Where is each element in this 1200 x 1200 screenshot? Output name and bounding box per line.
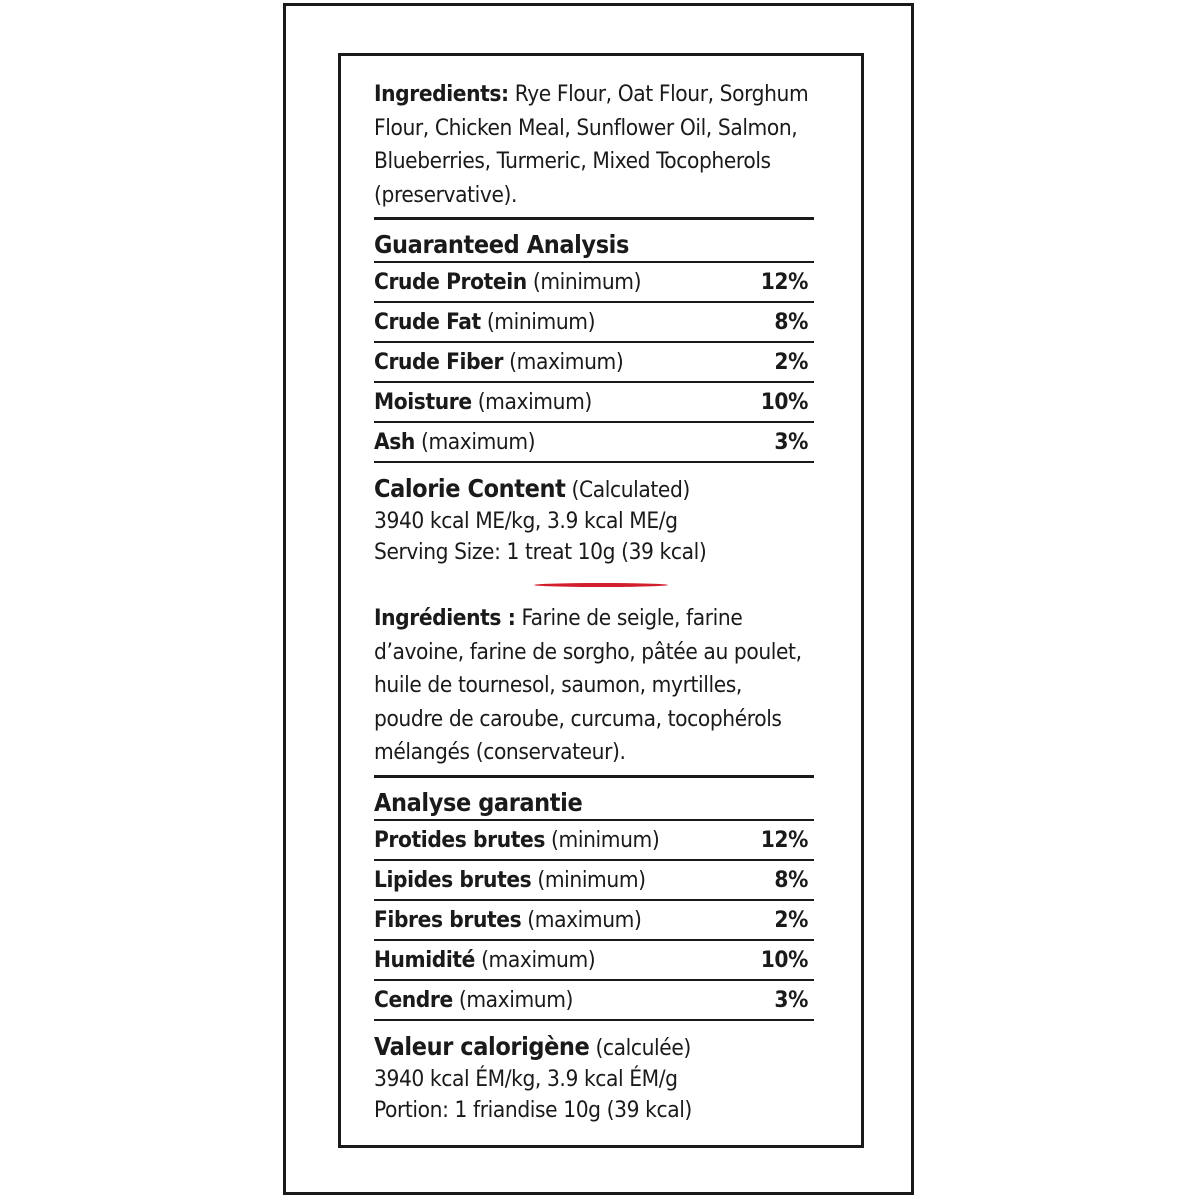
ingredients-label-en: Ingredients: xyxy=(374,81,509,107)
nutrient-name: Crude Fat xyxy=(374,309,481,335)
analysis-row xyxy=(374,381,814,421)
nutrient-qualifier: (maximum) xyxy=(420,429,536,455)
nutrient-name: Cendre xyxy=(374,987,453,1013)
nutrient-name: Humidité xyxy=(374,947,476,973)
ingredients-text-en: Rye Flour, Oat Flour, Sorghum Flour, Chicken Meal, Sunflower Oil, Salmon, Blueberries, Turmeric, Mixed Tocopherols (preservative). xyxy=(374,81,809,208)
nutrient-value: 10% xyxy=(760,389,808,415)
analysis-row xyxy=(374,261,814,301)
calorie-content-en xyxy=(374,473,814,568)
nutrient-qualifier: (maximum) xyxy=(477,389,592,415)
ingredients-paragraph-en xyxy=(374,78,814,212)
nutrient-name: Moisture xyxy=(374,389,472,415)
analysis-row xyxy=(374,899,814,939)
nutrient-qualifier: (maximum) xyxy=(509,349,624,375)
nutrient-value: 2% xyxy=(774,907,808,933)
analysis-row xyxy=(374,979,814,1019)
nutrient-qualifier: (maximum) xyxy=(527,907,642,933)
nutrient-value: 12% xyxy=(760,827,808,853)
nutrient-name: Crude Fiber xyxy=(374,349,504,375)
nutrient-value: 8% xyxy=(774,309,808,335)
language-divider xyxy=(374,568,814,602)
analysis-row xyxy=(374,341,814,381)
nutrient-value: 8% xyxy=(774,867,808,893)
analysis-row xyxy=(374,859,814,899)
serving-line-en: Serving Size: 1 treat 10g (39 kcal) xyxy=(374,539,707,565)
analysis-title-fr: Analyse garantie xyxy=(374,775,814,819)
nutrient-qualifier: (minimum) xyxy=(537,867,646,893)
analysis-title-en: Guaranteed Analysis xyxy=(374,217,814,261)
ingredients-paragraph-fr xyxy=(374,602,814,770)
nutrient-qualifier: (maximum) xyxy=(458,987,574,1013)
analysis-row xyxy=(374,819,814,859)
calorie-line-fr: 3940 kcal ÉM/kg, 3.9 kcal ÉM/g xyxy=(374,1066,678,1092)
calorie-qualifier-fr: (calculée) xyxy=(595,1035,691,1061)
calorie-line-en: 3940 kcal ME/kg, 3.9 kcal ME/g xyxy=(374,508,678,534)
nutrient-name: Protides brutes xyxy=(374,827,546,853)
french-section xyxy=(374,602,814,1126)
nutrient-value: 12% xyxy=(760,269,808,295)
nutrient-qualifier: (minimum) xyxy=(551,827,660,853)
red-divider-line xyxy=(534,583,668,587)
nutrient-qualifier: (minimum) xyxy=(486,309,596,335)
nutrient-value: 3% xyxy=(774,987,808,1013)
calorie-qualifier-en: (Calculated) xyxy=(571,477,690,503)
analysis-table-fr xyxy=(374,819,814,1021)
serving-line-fr: Portion: 1 friandise 10g (39 kcal) xyxy=(374,1097,692,1123)
english-section xyxy=(374,78,814,568)
analysis-row xyxy=(374,421,814,461)
nutrient-value: 3% xyxy=(774,429,808,455)
nutrient-name: Lipides brutes xyxy=(374,867,532,893)
analysis-row xyxy=(374,939,814,979)
nutrient-qualifier: (maximum) xyxy=(481,947,596,973)
analysis-row xyxy=(374,301,814,341)
nutrient-value: 10% xyxy=(760,947,808,973)
analysis-table-en xyxy=(374,261,814,463)
ingredients-label-fr: Ingrédients : xyxy=(374,605,516,631)
nutrient-name: Fibres brutes xyxy=(374,907,522,933)
nutrient-qualifier: (minimum) xyxy=(532,269,642,295)
nutrition-label xyxy=(374,78,814,1126)
calorie-title-en: Calorie Content xyxy=(374,474,566,503)
calorie-title-fr: Valeur calorigène xyxy=(374,1032,590,1061)
nutrient-name: Crude Protein xyxy=(374,269,527,295)
nutrient-name: Ash xyxy=(374,429,415,455)
ingredients-text-fr: Farine de seigle, farine d’avoine, farine de sorgho, pâtée au poulet, huile de tournesol, saumon, myrtilles, poudre de caroube, curcuma, tocophérols mélangés (conservateur). xyxy=(374,605,802,765)
nutrient-value: 2% xyxy=(774,349,808,375)
table-bottom-rule xyxy=(374,461,814,463)
calorie-content-fr xyxy=(374,1031,814,1126)
table-bottom-rule xyxy=(374,1019,814,1021)
